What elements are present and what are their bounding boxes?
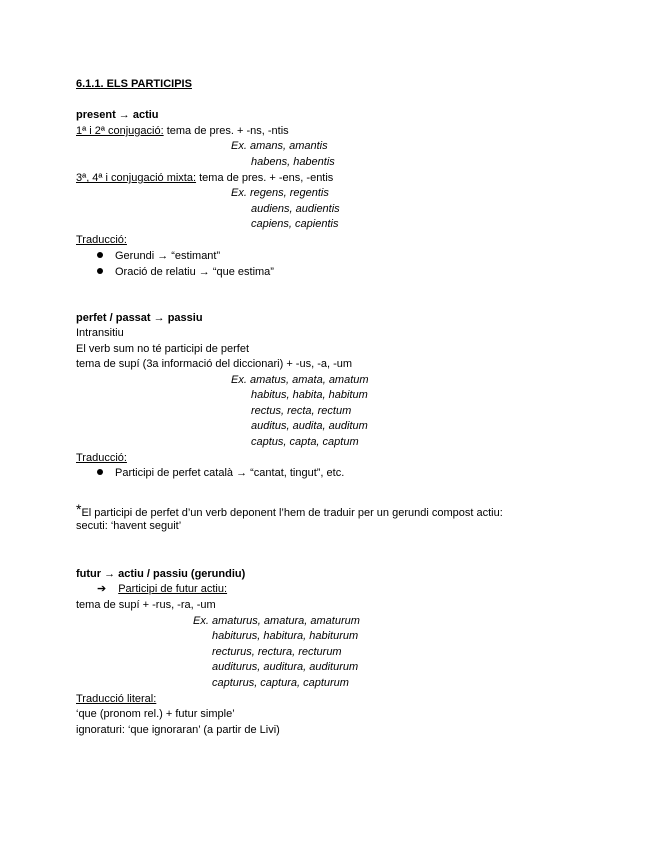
perfet-heading: perfet / passat → passiu [76, 312, 203, 324]
futur-example: capturus, captura, capturum [212, 677, 349, 689]
deponent-note: *El participi de perfet d’un verb deponent l’hem de traduir per un gerundi compost actiu: [76, 501, 503, 519]
perfet-example: captus, capta, captum [251, 436, 359, 448]
futur-example: recturus, rectura, recturum [212, 646, 342, 658]
conj12-text: tema de pres. + -ns, -ntis [163, 125, 289, 137]
conj12-line [76, 124, 289, 138]
list-item: Participi de perfet català → “cantat, tingut”, etc. [97, 466, 344, 480]
present-example: Ex. regens, regentis [231, 187, 329, 199]
futur-line: tema de supí + -rus, -ra, -um [76, 599, 216, 611]
section-title: 6.1.1. ELS PARTICIPIS [76, 78, 192, 90]
futur-traduccio-label: Traducció literal: [76, 693, 157, 705]
deponent-example: secuti: ‘havent seguit’ [76, 520, 182, 532]
bullet-icon [97, 469, 103, 475]
perfet-example: rectus, recta, rectum [251, 405, 352, 417]
present-example: capiens, capientis [251, 218, 339, 230]
perfet-example: auditus, audita, auditum [251, 420, 368, 432]
present-example: audiens, audientis [251, 203, 340, 215]
list-item: Oració de relatiu → “que estima” [97, 265, 274, 279]
futur-example: Ex. amaturus, amatura, amaturum [193, 615, 360, 627]
futur-line: ignoraturi: ‘que ignoraran’ (a partir de Livi) [76, 724, 280, 736]
conj34-line [76, 171, 333, 185]
conj34-label: 3ª, 4ª i conjugació mixta: [76, 172, 197, 184]
perfet-line: Intransitiu [76, 327, 124, 339]
conj12-label: 1ª i 2ª conjugació: [76, 125, 164, 137]
present-traduccio-label: Traducció: [76, 234, 127, 246]
perfet-example: habitus, habita, habitum [251, 389, 368, 401]
asterisk-icon: * [76, 501, 82, 517]
futur-sublabel: ➔ Participi de futur actiu: [97, 583, 228, 595]
perfet-line: tema de supí (3a informació del diccionari) + -us, -a, -um [76, 358, 353, 370]
perfet-example: Ex. amatus, amata, amatum [231, 374, 369, 386]
list-item: Gerundi → “estimant” [97, 249, 220, 263]
futur-example: auditurus, auditura, auditurum [212, 661, 359, 673]
perfet-line: El verb sum no té participi de perfet [76, 343, 250, 355]
conj34-text: tema de pres. + -ens, -entis [196, 172, 334, 184]
arrow-icon: ➔ [97, 583, 107, 595]
present-example: habens, habentis [251, 156, 335, 168]
futur-example: habiturus, habitura, habiturum [212, 630, 359, 642]
perfet-traduccio-label: Traducció: [76, 452, 127, 464]
futur-heading: futur → actiu / passiu (gerundiu) [76, 568, 246, 580]
present-example: Ex. amans, amantis [231, 140, 328, 152]
present-heading: present → actiu [76, 109, 159, 121]
bullet-icon [97, 252, 103, 258]
bullet-icon [97, 268, 103, 274]
futur-line: ‘que (pronom rel.) + futur simple’ [76, 708, 235, 720]
